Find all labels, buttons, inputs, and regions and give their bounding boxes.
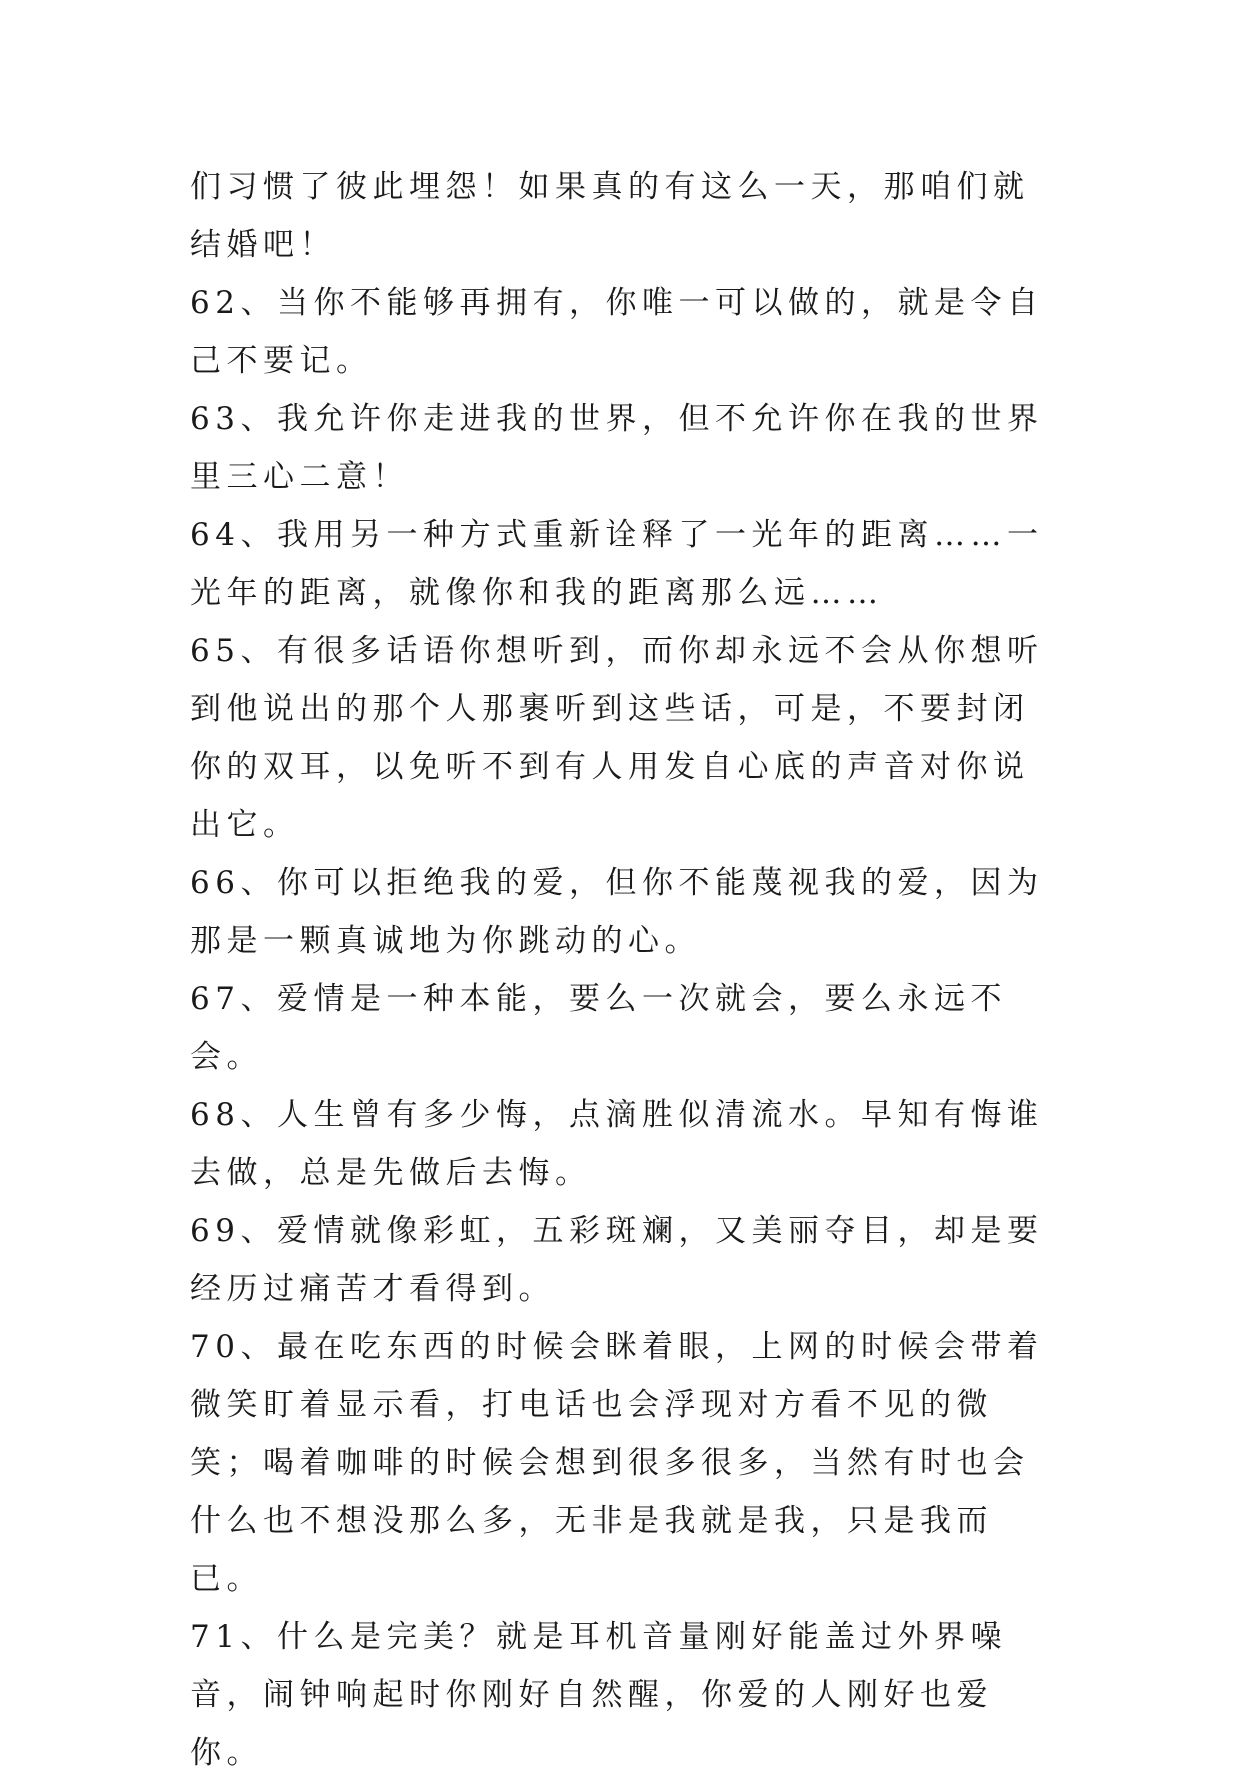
paragraph-67: 67、爱情是一种本能，要么一次就会，要么永远不会。: [190, 981, 1007, 1075]
paragraph-69: 69、爱情就像彩虹，五彩斑斓，又美丽夺目，却是要经历过痛苦才看得到。: [190, 1213, 1044, 1307]
paragraph-66: 66、你可以拒绝我的爱，但你不能蔑视我的爱，因为那是一颗真诚地为你跳动的心。: [190, 865, 1044, 959]
paragraph-continued: 们习惯了彼此埋怨！如果真的有这么一天，那咱们就结婚吧！: [190, 169, 1030, 263]
paragraph-71: 71、什么是完美？就是耳机音量刚好能盖过外界噪音，闹钟响起时你刚好自然醒，你爱的人刚好也爱你。: [190, 1619, 1007, 1771]
paragraph-70: 70、最在吃东西的时候会眯着眼，上网的时候会带着微笑盯着显示看，打电话也会浮现对方看不见的微笑；喝着咖啡的时候会想到很多很多，当然有时也会什么也不想没那么多，无非是我就是我，只是我而已。: [190, 1329, 1044, 1597]
paragraph-64: 64、我用另一种方式重新诠释了一光年的距离……一光年的距离，就像你和我的距离那么远……: [190, 517, 1044, 611]
paragraph-62: 62、当你不能够再拥有，你唯一可以做的，就是令自己不要记。: [190, 285, 1044, 379]
document-body: [190, 158, 1058, 1782]
paragraph-68: 68、人生曾有多少悔，点滴胜似清流水。早知有悔谁去做，总是先做后去悔。: [190, 1097, 1044, 1191]
paragraph-65: 65、有很多话语你想听到，而你却永远不会从你想听到他说出的那个人那裹听到这些话，可是，不要封闭你的双耳，以免听不到有人用发自心底的声音对你说出它。: [190, 633, 1044, 843]
paragraph-63: 63、我允许你走进我的世界，但不允许你在我的世界里三心二意！: [190, 401, 1044, 495]
